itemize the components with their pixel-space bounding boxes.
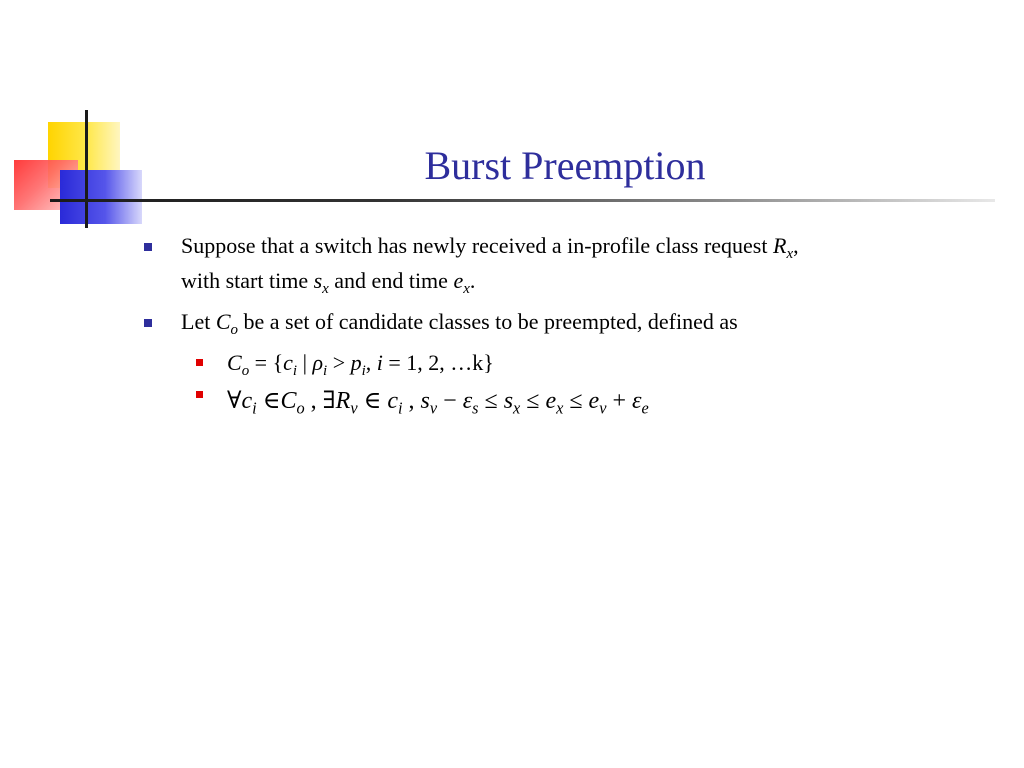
square-bullet-icon: [196, 391, 203, 398]
blue-square-shape: [60, 170, 142, 224]
sub-bullet-item: $C_o = \{c_i$ | $\rho_i > p_i$, i = 1, 2, …k}: [140, 345, 1000, 380]
bullet-item: Let $C_o$ be a set of candidate classes to be preempted, defined as: [140, 304, 1000, 339]
title-underline-rule: [50, 199, 995, 202]
slide-logo-decoration: [0, 100, 160, 240]
square-bullet-icon: [144, 243, 152, 251]
bullet-item: Suppose that a switch has newly received a in-profile class request $R_x$, with start time $s_x$ and end time $e_x$.: [140, 228, 1000, 298]
sub-bullet-formula: $\forall c_i$ $\in C_o$ , $\exists R_v$ ∈ $c_i$ , $s_v - \varepsilon_s \le s_x \le e_x \le e_v + \varepsilon_e$: [140, 382, 1000, 420]
vertical-line-shape: [85, 110, 88, 228]
square-bullet-icon: [144, 319, 152, 327]
square-bullet-icon: [196, 359, 203, 366]
slide-title: Burst Preemption: [424, 143, 706, 188]
slide-body: [140, 228, 1000, 420]
